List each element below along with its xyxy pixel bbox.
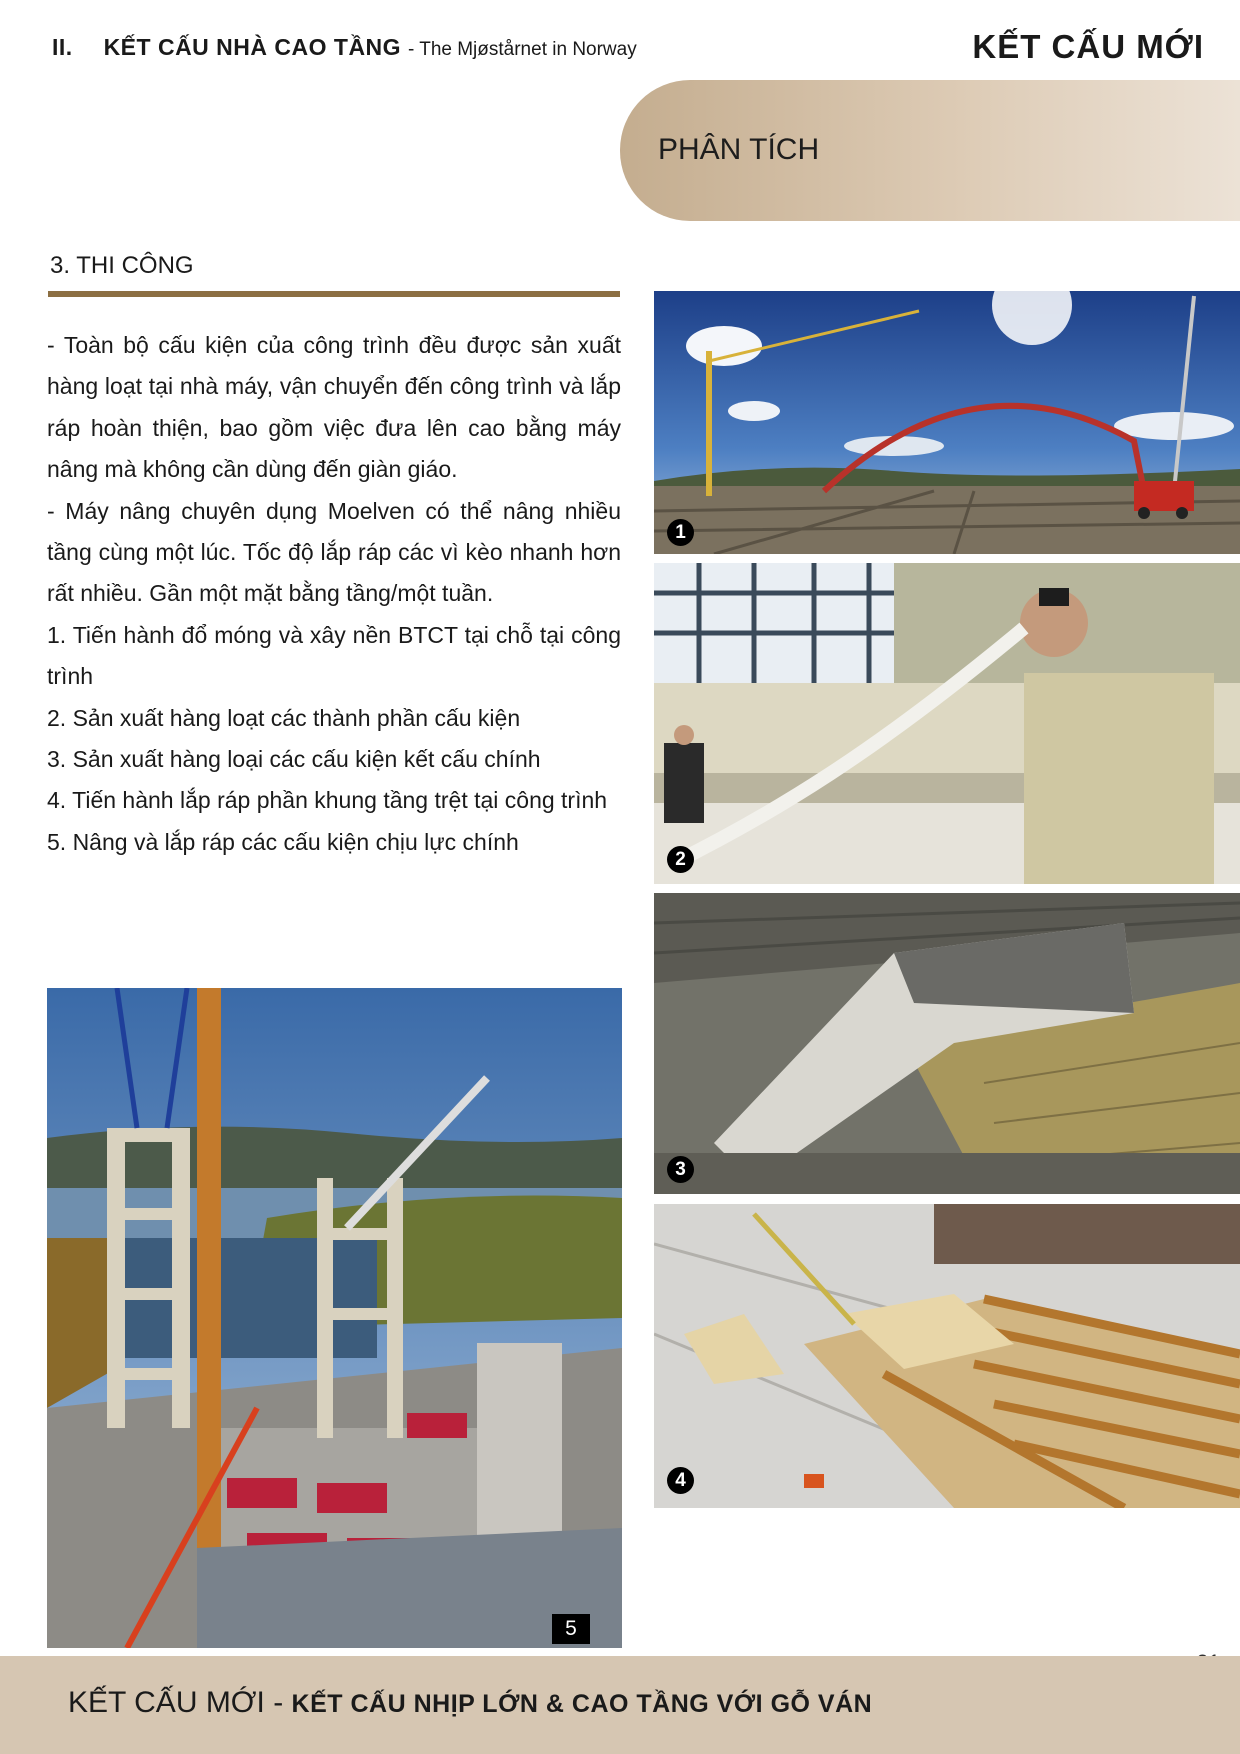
photo-foundation-site bbox=[654, 291, 1240, 554]
tower-erection-image bbox=[47, 988, 622, 1648]
subsection-title: 3. THI CÔNG bbox=[50, 252, 194, 279]
photo-badge: 3 bbox=[667, 1156, 694, 1183]
paragraph: - Toàn bộ cấu kiện của công trình đều được sản xuất hàng loạt tại nhà máy, vận chuyển đến công trình và lắp ráp hoàn thiện, bao gồm việc đưa lên cao bằng máy nâng mà không cần dùng đến giàn giáo. bbox=[47, 332, 621, 483]
paragraph: - Máy nâng chuyên dụng Moelven có thể nâng nhiều tầng cùng một lúc. Tốc độ lắp ráp các vì kèo nhanh hơn rất nhiều. Gần một mặt bằng tầng/một tuần. bbox=[47, 497, 621, 607]
list-item: 5. Nâng và lắp ráp các cấu kiện chịu lực chính bbox=[47, 828, 519, 855]
tab-label: PHÂN TÍCH bbox=[658, 133, 820, 166]
list-item: 2. Sản xuất hàng loạt các thành phần cấu kiện bbox=[47, 704, 521, 731]
photo-badge: 1 bbox=[667, 519, 694, 546]
list-item: 4. Tiến hành lắp ráp phần khung tầng trệt tại công trình bbox=[47, 787, 608, 814]
photo-badge: 2 bbox=[667, 846, 694, 873]
aerial-assembly-image bbox=[654, 1204, 1240, 1508]
footer-prefix: KẾT CẤU MỚI - bbox=[68, 1686, 292, 1719]
photo-badge: 4 bbox=[667, 1467, 694, 1494]
footer-subject: KẾT CẤU NHỊP LỚN & CAO TẦNG VỚI GỖ VÁN bbox=[291, 1690, 873, 1718]
photo-badge: 5 bbox=[552, 1614, 590, 1644]
section-header bbox=[52, 34, 637, 61]
photo-ground-floor-assembly bbox=[654, 1204, 1240, 1508]
footer-bar bbox=[0, 1656, 1240, 1754]
photo-factory-production bbox=[654, 563, 1240, 884]
footer-title bbox=[68, 1686, 872, 1720]
header-subtitle: - The Mjøstårnet in Norway bbox=[407, 39, 637, 60]
divider bbox=[48, 291, 620, 297]
analysis-tab bbox=[620, 80, 1240, 221]
list-item: 3. Sản xuất hàng loại các cấu kiện kết cấu chính bbox=[47, 746, 541, 773]
photo-lifting-main-elements bbox=[47, 988, 622, 1648]
factory-image bbox=[654, 563, 1240, 884]
body-text bbox=[47, 325, 621, 863]
section-number: II. bbox=[52, 34, 73, 60]
brand-title: KẾT CẤU MỚI bbox=[972, 28, 1204, 65]
factory-hall-image bbox=[654, 893, 1240, 1194]
photo-structural-elements bbox=[654, 893, 1240, 1194]
list-item: 1. Tiến hành đổ móng và xây nền BTCT tại chỗ tại công trình bbox=[47, 621, 621, 690]
section-title: KẾT CẤU NHÀ CAO TẦNG bbox=[103, 34, 402, 60]
construction-site-image bbox=[654, 291, 1240, 554]
